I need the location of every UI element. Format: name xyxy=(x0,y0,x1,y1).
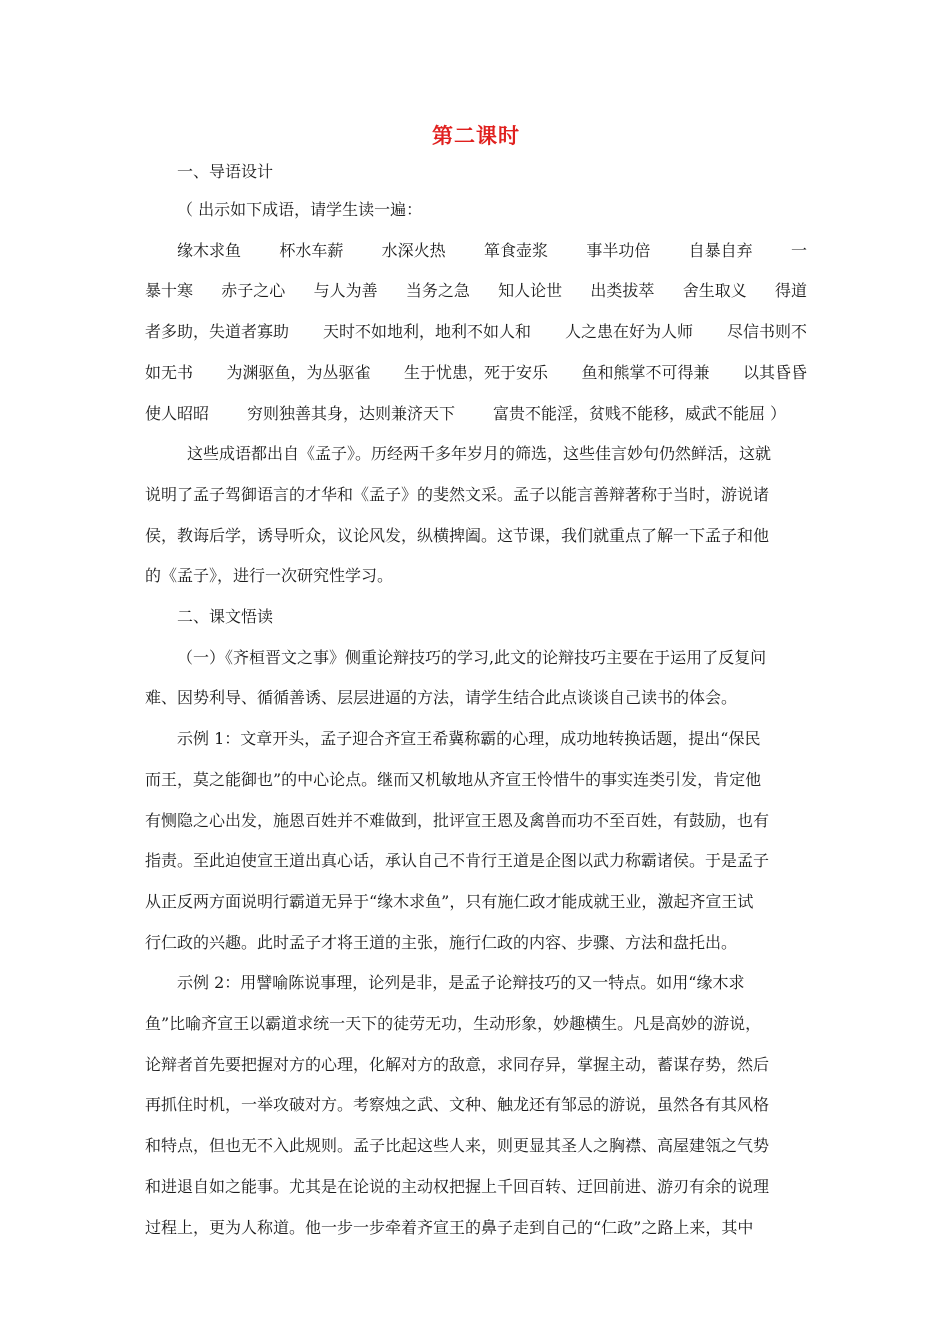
paragraph-line: 侯，教诲后学，诱导听众，议论风发，纵横捭阖。这节课，我们就重点了解一下孟子和他 xyxy=(145,525,770,545)
paragraph-line: 再抓住时机，一举攻破对方。考察烛之武、文种、触龙还有邹忌的游说，虽然各有其风格 xyxy=(145,1095,770,1115)
idiom-row xyxy=(145,312,807,353)
idiom: 水深火热 xyxy=(381,240,446,260)
instruction-text: （ 出示如下成语，请学生读一遍： xyxy=(177,200,423,219)
example-one-paragraph xyxy=(145,719,807,963)
idiom: 赤子之心 xyxy=(221,281,286,301)
idiom: 与人为善 xyxy=(313,281,378,301)
idiom: 穷则独善其身，达则兼济天下 xyxy=(247,403,456,423)
idiom-row xyxy=(145,271,807,312)
idiom-row xyxy=(145,394,807,435)
paragraph-line: 而王，莫之能御也”的中心论点。继而又机敏地从齐宣王怜惜牛的事实连类引发，肯定他 xyxy=(145,769,762,789)
idiom: 天时不如地利，地利不如人和 xyxy=(322,322,531,342)
paragraph-line: 说明了孟子驾御语言的才华和《孟子》的斐然文采。孟子以能言善辩著称于当时，游说诸 xyxy=(145,484,770,504)
idiom: 人之患在好为人师 xyxy=(564,322,693,342)
paragraph-line: 过程上，更为人称道。他一步一步牵着齐宣王的鼻子走到自己的“仁政”之路上来，其中 xyxy=(145,1217,754,1237)
idiom-row xyxy=(145,231,807,272)
idiom: 富贵不能淫，贫贱不能移，威武不能屈 ） xyxy=(493,403,787,423)
page-title: 第二课时 xyxy=(432,123,520,148)
idiom: 生于忧患，死于安乐 xyxy=(403,362,548,382)
section-heading-reading: 二、课文悟读 xyxy=(177,607,274,627)
paragraph-line: 示例 2：用譬喻陈说事理，论列是非，是孟子论辩技巧的又一特点。如用“缘木求 xyxy=(177,973,745,993)
paragraph-line: 和进退自如之能事。尤其是在论说的主动权把握上千回百转、迂回前进、游刃有余的说理 xyxy=(145,1176,770,1196)
idiom: 者多助，失道者寡助 xyxy=(145,322,290,342)
paragraph-line: 鱼”比喻齐宣王以霸道求统一天下的徒劳无功，生动形象，妙趣横生。凡是高妙的游说， xyxy=(145,1014,762,1034)
idiom: 尽信书则不 xyxy=(726,322,807,342)
idiom: 出类拔萃 xyxy=(590,281,655,301)
idiom: 当务之急 xyxy=(405,281,470,301)
idiom: 箪食壶浆 xyxy=(483,240,548,260)
paragraph-line: 有恻隐之心出发，施恩百姓并不难做到，批评宣王恩及禽兽而功不至百姓，有鼓励，也有 xyxy=(145,810,770,830)
paragraph-line: 示例 1：文章开头，孟子迎合齐宣王希冀称霸的心理，成功地转换话题，提出“保民 xyxy=(177,729,761,749)
paragraph-line: （一）《齐桓晋文之事》侧重论辩技巧的学习,此文的论辩技巧主要在于运用了反复问 xyxy=(177,647,767,667)
paragraph-line: 行仁政的兴趣。此时孟子才将王道的主张，施行仁政的内容、步骤、方法和盘托出。 xyxy=(145,932,738,952)
paragraph-line: 从正反两方面说明行霸道无异于“缘木求鱼”，只有施仁政才能成就王业，激起齐宣王试 xyxy=(145,891,754,911)
idiom: 知人论世 xyxy=(498,281,563,301)
paragraph-line: 指责。至此迫使宣王道出真心话，承认自己不肯行王道是企图以武力称霸诸侯。于是孟子 xyxy=(145,851,770,871)
paragraph-line: 难、因势利导、循循善诱、层层进逼的方法，请学生结合此点谈谈自己读书的体会。 xyxy=(145,688,738,708)
idiom: 得道 xyxy=(774,281,807,301)
document-page xyxy=(145,118,807,1248)
idiom: 鱼和熊掌不可得兼 xyxy=(581,362,710,382)
paragraph-line: 的《孟子》，进行一次研究性学习。 xyxy=(145,566,394,586)
idiom: 暴十寒 xyxy=(145,281,194,301)
idiom: 如无书 xyxy=(145,362,194,382)
section-heading-intro: 一、导语设计 xyxy=(177,162,274,181)
intro-paragraph xyxy=(145,434,807,597)
idiom: 以其昏昏 xyxy=(742,362,807,382)
part-one-paragraph xyxy=(145,638,807,719)
idiom-row xyxy=(145,353,807,394)
idiom: 事半功倍 xyxy=(586,240,651,260)
example-two-paragraph xyxy=(145,963,807,1248)
paragraph-line: 和特点，但也无不入此规则。孟子比起这些人来，则更显其圣人之胸襟、高屋建瓴之气势 xyxy=(145,1136,770,1156)
idiom: 杯水车薪 xyxy=(279,240,344,260)
idiom: 舍生取义 xyxy=(682,281,747,301)
idiom: 为渊驱鱼，为丛驱雀 xyxy=(226,362,371,382)
idiom: 缘木求鱼 xyxy=(177,240,242,260)
idiom: 一 xyxy=(790,240,807,260)
paragraph-line: 论辩者首先要把握对方的心理，化解对方的敌意，求同存异，掌握主动，蓄谋存势，然后 xyxy=(145,1054,770,1074)
paragraph-line: 这些成语都出自《孟子》。历经两千多年岁月的筛选，这些佳言妙句仍然鲜活，这就 xyxy=(187,444,772,464)
idiom: 自暴自弃 xyxy=(688,240,753,260)
idiom-list xyxy=(145,231,807,435)
idiom: 使人昭昭 xyxy=(145,403,210,423)
